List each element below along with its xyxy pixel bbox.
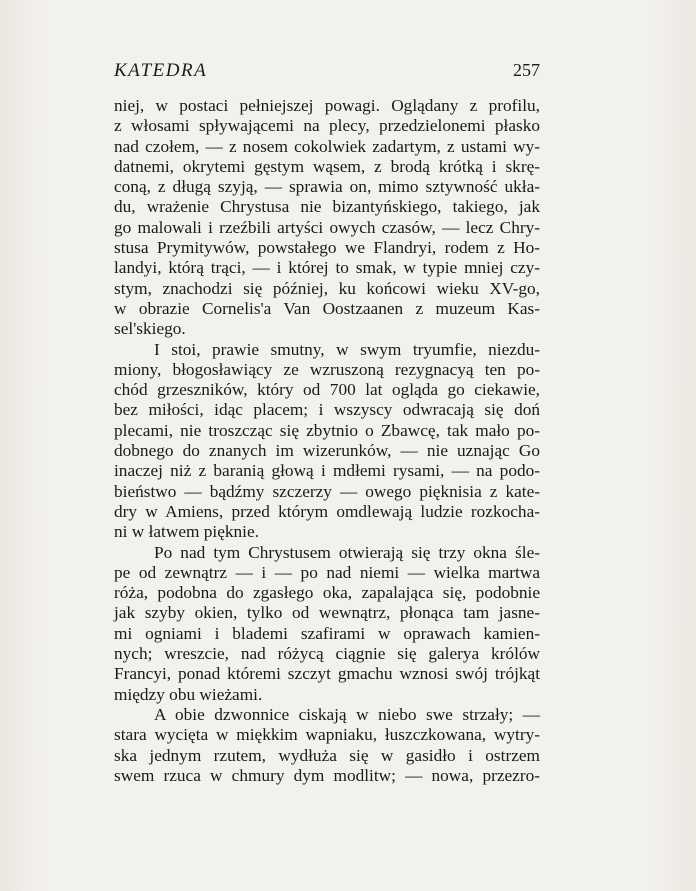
text-line: coną, z długą szyją, — sprawia on, mimo sztywność ukła- [114,177,540,197]
text-line: go malowali i rzeźbili artyści owych czasów, — lecz Chry- [114,217,540,237]
text-line: stara wycięta w miękkim wapniaku, łuszczkowana, wytry- [114,725,540,745]
text-line: między obu wieżami. [114,684,263,704]
text-line: datnemi, okrytemi gęstym wąsem, z brodą krótką i skrę- [114,156,540,176]
running-title: KATEDRA [114,60,208,81]
text-line: chód grzeszników, który od 700 lat ogląda go ciekawie, [114,380,540,400]
text-line: dobnego do znanych im wizerunków, — nie uznając Go [114,441,540,461]
page-number: 257 [513,60,540,80]
text-line: miony, błogosławiący ze wzruszoną rezygnacyą ten po- [114,359,540,379]
text-line: mi ogniami i blademi szafirami w oprawach kamien- [114,623,540,643]
text-line: pe od zewnątrz — i — po nad niemi — wielka martwa [114,562,540,582]
text-line: ni w łatwem pięknie. [114,522,259,542]
text-line: landyi, którą trąci, — i której to smak, w typie mniej czy- [114,258,540,278]
text-line: stusa Prymitywów, powstałego we Flandryi, rodem z Ho- [114,238,540,258]
text-line: stym, znachodzi się później, ku końcowi wieku XV-go, [114,278,540,298]
text-line: bieństwo — bądźmy szczerzy — owego pięknisia z kate- [114,481,540,501]
text-line: bez miłości, idąc placem; i wszyscy odwracają się doń [114,400,540,420]
text-line: Po nad tym Chrystusem otwierają się trzy okna śle- [154,542,540,562]
running-head [114,60,540,84]
text-line: sel'skiego. [114,319,186,339]
text-line: nych; wreszcie, nad różycą ciągnie się galerya królów [114,644,540,664]
text-line: nad czołem, — z nosem cokolwiek zadartym, z ustami wy- [114,136,540,156]
text-line: róża, podobna do zgasłego oka, zapalająca się, podobnie [114,583,540,603]
text-line: niej, w postaci pełniejszej powagi. Oglądany z profilu, [114,96,540,115]
paragraph [114,543,540,705]
text-line: plecami, nie troszcząc się zbytnio o Zbawcę, tak mało po- [114,420,540,440]
text-line: ska jednym rzutem, wydłuża się w gasidło i ostrzem [114,745,540,765]
text-line: Francyi, ponad któremi szczyt gmachu wznosi swój trójkąt [114,664,540,684]
text-line: w obrazie Cornelis'a Van Oostzaanen z muzeum Kas- [114,298,540,318]
text-line: inaczej niż z baranią głową i mdłemi rysami, — na podo- [114,461,540,481]
paragraph [114,340,540,543]
text-line: swem rzuca w chmury dym modlitw; — nowa, przezro- [114,765,540,785]
text-line: z włosami spływającemi na plecy, przedzielonemi płasko [114,116,540,136]
paragraph [114,705,540,786]
paragraph [114,96,540,340]
body-text [114,96,540,786]
text-line: du, wrażenie Chrystusa nie bizantyńskiego, takiego, jak [114,197,540,217]
text-line: I stoi, prawie smutny, w swym tryumfie, niezdu- [154,339,540,359]
text-line: jak szyby okien, tylko od wewnątrz, płonąca tam jasne- [114,603,540,623]
text-line: A obie dzwonnice ciskają w niebo swe strzały; — [154,704,540,724]
text-line: dry w Amiens, przed którym omdlewają ludzie rozkocha- [114,501,540,521]
